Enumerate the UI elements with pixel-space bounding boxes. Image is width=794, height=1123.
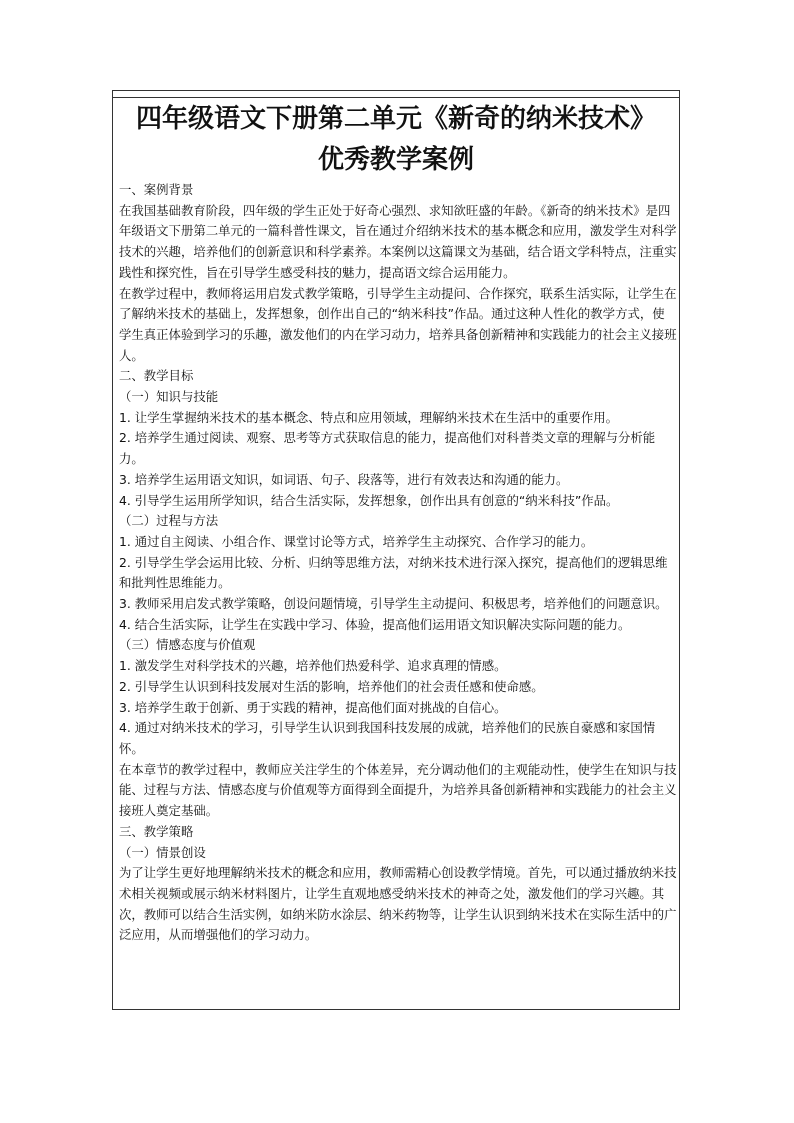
section-heading: 三、教学策略 xyxy=(119,823,194,839)
list-item: 1. 激发学生对科学技术的兴趣，培养他们热爱科学、追求真理的情感。 xyxy=(119,658,507,674)
list-item: 2. 引导学生认识到科技发展对生活的影响，培养他们的社会责任感和使命感。 xyxy=(119,678,544,694)
list-item: 4. 结合生活实际，让学生在实践中学习、体验，提高他们运用语文知识解决实际问题的能力。 xyxy=(119,616,631,632)
list-item: 1. 让学生掌握纳米技术的基本概念、特点和应用领域，理解纳米技术在生活中的重要作用。 xyxy=(119,409,618,425)
list-item: 2. 培养学生通过阅读、观察、思考等方式获取信息的能力，提高他们对科普类文章的理解与分析能力。 xyxy=(119,430,656,467)
section-heading: 二、教学目标 xyxy=(119,368,194,384)
list-item: 2. 引导学生学会运用比较、分析、归纳等思维方法，对纳米技术进行深入探究，提高他们的逻辑思维和批判性思维能力。 xyxy=(119,554,668,591)
subsection-heading: （二）过程与方法 xyxy=(119,513,219,529)
paragraph: 在教学过程中，教师将运用启发式教学策略，引导学生主动提问、合作探究，联系生活实际，让学生在了解纳米技术的基础上，发挥想象，创作出自己的“纳米科技”作品。通过这种人性化的教学方式，使学生真正体验到学习的乐趣，激发他们的内在学习动力，培养具备创新精神和实践能力的社会主义接班人。 xyxy=(119,285,677,363)
document-body xyxy=(119,180,677,946)
paragraph: 为了让学生更好地理解纳米技术的概念和应用，教师需精心创设教学情境。首先，可以通过播放纳米技术相关视频或展示纳米材料图片，让学生直观地感受纳米技术的神奇之处，激发他们的学习兴趣。其次，教师可以结合生活实例，如纳米防水涂层、纳米药物等，让学生认识到纳米技术在实际生活中的广泛应用，从而增强他们的学习动力。 xyxy=(119,865,677,943)
document-title xyxy=(116,99,676,181)
subsection-heading: （三）情感态度与价值观 xyxy=(119,637,256,653)
table-top-rule xyxy=(112,97,680,98)
subsection-heading: （一）知识与技能 xyxy=(119,389,219,405)
list-item: 3. 培养学生运用语文知识，如词语、句子、段落等，进行有效表达和沟通的能力。 xyxy=(119,471,569,487)
section-heading: 一、案例背景 xyxy=(119,182,194,197)
title-line-1: 四年级语文下册第二单元《新奇的纳米技术》 xyxy=(135,104,656,134)
title-line-2: 优秀教学案例 xyxy=(317,145,474,175)
paragraph: 在我国基础教育阶段，四年级的学生正处于好奇心强烈、求知欲旺盛的年龄。《新奇的纳米技术》是四年级语文下册第二单元的一篇科普性课文，旨在通过介绍纳米技术的基本概念和应用，激发学生对科学技术的兴趣，培养他们的创新意识和科学素养。本案例以这篇课文为基础，结合语文学科特点，注重实践性和探究性，旨在引导学生感受科技的魅力，提高语文综合运用能力。 xyxy=(119,202,677,280)
list-item: 4. 通过对纳米技术的学习，引导学生认识到我国科技发展的成就，培养他们的民族自豪感和家国情怀。 xyxy=(119,720,656,756)
list-item: 3. 教师采用启发式教学策略，创设问题情境，引导学生主动提问、积极思考，培养他们的问题意识。 xyxy=(119,596,668,612)
paragraph: 在本章节的教学过程中，教师应关注学生的个体差异，充分调动他们的主观能动性，使学生在知识与技能、过程与方法、情感态度与价值观等方面得到全面提升，为培养具备创新精神和实践能力的社会主义接班人奠定基础。 xyxy=(119,761,677,819)
list-item: 3. 培养学生敢于创新、勇于实践的精神，提高他们面对挑战的自信心。 xyxy=(119,699,507,715)
list-item: 4. 引导学生运用所学知识，结合生活实际，发挥想象，创作出具有创意的“纳米科技”作品。 xyxy=(119,492,619,508)
subsection-heading: （一）情景创设 xyxy=(119,844,206,860)
list-item: 1. 通过自主阅读、小组合作、课堂讨论等方式，培养学生主动探究、合作学习的能力。 xyxy=(119,533,594,549)
